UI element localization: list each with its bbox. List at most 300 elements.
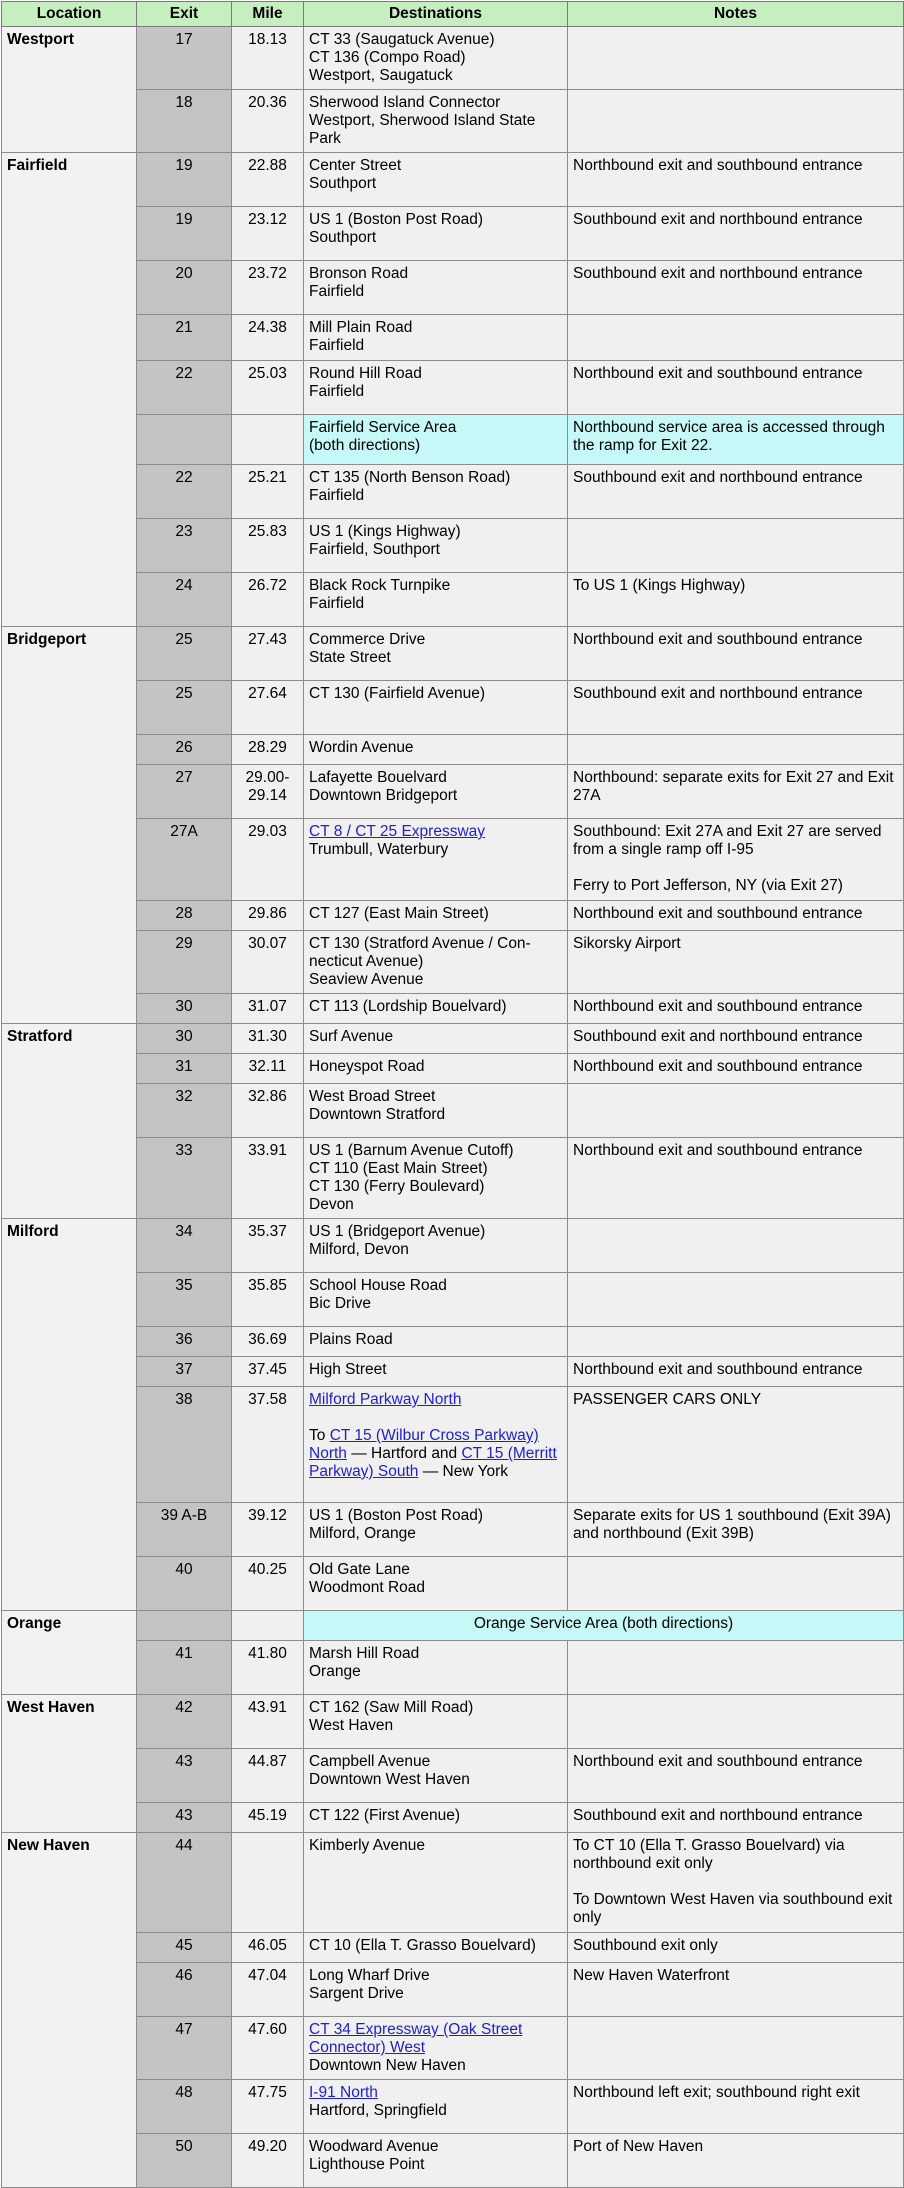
table-row <box>2 361 904 415</box>
exit-number-cell: 34 <box>137 1219 232 1273</box>
exit-number-cell: 43 <box>137 1803 232 1833</box>
table-row <box>2 519 904 573</box>
table-row <box>2 1357 904 1387</box>
mile-cell: 40.25 <box>232 1557 304 1611</box>
table-row <box>2 2017 904 2080</box>
note-line: Northbound left exit; southbound right exit <box>573 2084 860 2101</box>
notes-cell <box>568 153 904 207</box>
table-row <box>2 207 904 261</box>
mile-cell: 35.85 <box>232 1273 304 1327</box>
notes-cell <box>568 90 904 153</box>
destinations-cell <box>304 1024 568 1054</box>
destinations-cell <box>304 1749 568 1803</box>
mile-cell: 47.04 <box>232 1963 304 2017</box>
table-row <box>2 153 904 207</box>
ct15-merritt-link[interactable]: CT 15 (Merritt Parkway) South <box>309 1445 557 1480</box>
destination-line: Fairfield <box>309 595 365 612</box>
notes-cell <box>568 735 904 765</box>
destination-line: Round Hill Road <box>309 365 422 382</box>
header-mile: Mile <box>232 2 304 27</box>
mile-cell: 18.13 <box>232 27 304 90</box>
mile-cell: 28.29 <box>232 735 304 765</box>
mile-cell: 23.72 <box>232 261 304 315</box>
table-row <box>2 1084 904 1138</box>
table-row <box>2 994 904 1024</box>
note-line: Southbound: Exit 27A and Exit 27 are served from a single ramp off I-95 <box>573 823 882 858</box>
notes-cell <box>568 765 904 819</box>
service-area-cell: Orange Service Area (both directions) <box>304 1611 904 1641</box>
table-row <box>2 1963 904 2017</box>
destination-line: Downtown New Haven <box>309 2057 466 2074</box>
destination-line: CT 130 (Stratford Avenue / Con-necticut Avenue) <box>309 935 531 970</box>
destinations-cell <box>304 901 568 931</box>
table-row <box>2 465 904 519</box>
destinations-cell <box>304 1387 568 1503</box>
note-line: Northbound exit and southbound entrance <box>573 1361 863 1378</box>
destinations-cell <box>304 1641 568 1695</box>
exit-number-cell: 27 <box>137 765 232 819</box>
mile-cell: 25.21 <box>232 465 304 519</box>
notes-cell <box>568 2017 904 2080</box>
destinations-cell <box>304 627 568 681</box>
destination-line: West Haven <box>309 1717 394 1734</box>
destination-line: Marsh Hill Road <box>309 1645 420 1662</box>
destination-line: School House Road <box>309 1277 447 1294</box>
note-line: Southbound exit only <box>573 1937 718 1954</box>
notes-cell <box>568 519 904 573</box>
destination-line: Downtown Bridgeport <box>309 787 458 804</box>
notes-cell <box>568 1557 904 1611</box>
table-row <box>2 2080 904 2134</box>
notes-cell <box>568 573 904 627</box>
note-line: Northbound: separate exits for Exit 27 and Exit 27A <box>573 769 894 804</box>
location-cell: West Haven <box>2 1695 137 1833</box>
notes-cell <box>568 415 904 465</box>
mile-cell: 26.72 <box>232 573 304 627</box>
mile-cell: 45.19 <box>232 1803 304 1833</box>
table-row <box>2 1219 904 1273</box>
destination-line: Wordin Avenue <box>309 739 414 756</box>
exit-number-cell: 35 <box>137 1273 232 1327</box>
destination-line: CT 10 (Ella T. Grasso Bouelvard) <box>309 1937 536 1954</box>
destination-link[interactable]: CT 8 / CT 25 Expressway <box>309 823 486 840</box>
location-cell: Westport <box>2 27 137 153</box>
table-row <box>2 931 904 994</box>
exit-number-cell: 47 <box>137 2017 232 2080</box>
note-line: Southbound exit and northbound entrance <box>573 211 863 228</box>
exit-number-cell: 31 <box>137 1054 232 1084</box>
destination-link[interactable]: CT 34 Expressway (Oak Street Connector) West <box>309 2021 523 2056</box>
exit-number-cell: 19 <box>137 153 232 207</box>
notes-cell <box>568 994 904 1024</box>
note-line: Southbound exit and northbound entrance <box>573 685 863 702</box>
destinations-cell <box>304 2134 568 2188</box>
mile-cell: 35.37 <box>232 1219 304 1273</box>
destination-line: Fairfield <box>309 337 365 354</box>
note-line: New Haven Waterfront <box>573 1967 730 1984</box>
table-row <box>2 901 904 931</box>
exit-number-cell: 20 <box>137 261 232 315</box>
note-line: Northbound exit and southbound entrance <box>573 157 863 174</box>
destinations-cell <box>304 1357 568 1387</box>
destinations-cell <box>304 2017 568 2080</box>
destination-line: US 1 (Boston Post Road) <box>309 1507 484 1524</box>
exit-number-cell <box>137 1611 232 1641</box>
notes-cell <box>568 1357 904 1387</box>
table-row <box>2 1641 904 1695</box>
note-line: Southbound exit and northbound entrance <box>573 1028 863 1045</box>
destinations-cell <box>304 207 568 261</box>
exit-number-cell: 22 <box>137 465 232 519</box>
notes-cell <box>568 819 904 901</box>
destination-line: Downtown West Haven <box>309 1771 470 1788</box>
table-body <box>2 27 904 2188</box>
exit-number-cell: 48 <box>137 2080 232 2134</box>
mile-cell: 31.07 <box>232 994 304 1024</box>
table-row <box>2 90 904 153</box>
mile-cell <box>232 1833 304 1933</box>
note-line: Northbound exit and southbound entrance <box>573 905 863 922</box>
mile-cell: 27.43 <box>232 627 304 681</box>
mile-cell: 33.91 <box>232 1138 304 1219</box>
mile-cell: 49.20 <box>232 2134 304 2188</box>
note-line: To CT 10 (Ella T. Grasso Bouelvard) via northbound exit only <box>573 1837 845 1872</box>
destination-line: Black Rock Turnpike <box>309 577 451 594</box>
destination-line: CT 130 (Ferry Boulevard) <box>309 1178 485 1195</box>
destinations-cell <box>304 1219 568 1273</box>
notes-cell <box>568 1024 904 1054</box>
table-header-row <box>2 2 904 27</box>
destination-line: Sherwood Island Connector <box>309 94 501 111</box>
mile-cell: 22.88 <box>232 153 304 207</box>
milford-parkway-link[interactable]: Milford Parkway North <box>309 1391 462 1408</box>
destination-line: Surf Avenue <box>309 1028 394 1045</box>
destination-line: CT 135 (North Benson Road) <box>309 469 511 486</box>
note-line: Sikorsky Airport <box>573 935 681 952</box>
destinations-cell <box>304 315 568 361</box>
hartford-text: — Hartford and <box>346 1445 462 1462</box>
table-row <box>2 415 904 465</box>
destination-line: Old Gate Lane <box>309 1561 410 1578</box>
destinations-cell <box>304 1273 568 1327</box>
table-row <box>2 1611 904 1641</box>
notes-cell <box>568 27 904 90</box>
destination-line: Fairfield <box>309 283 365 300</box>
spacer <box>309 1409 562 1427</box>
exit-number-cell: 19 <box>137 207 232 261</box>
mile-cell: 20.36 <box>232 90 304 153</box>
table-row <box>2 627 904 681</box>
note-line: To US 1 (Kings Highway) <box>573 577 746 594</box>
table-row <box>2 1803 904 1833</box>
table-row <box>2 819 904 901</box>
exit-number-cell: 28 <box>137 901 232 931</box>
mile-cell: 23.12 <box>232 207 304 261</box>
spacer <box>573 1873 898 1891</box>
mile-cell: 46.05 <box>232 1933 304 1963</box>
table-row <box>2 2134 904 2188</box>
destination-line: Downtown Stratford <box>309 1106 446 1123</box>
notes-cell <box>568 1933 904 1963</box>
mile-cell <box>232 1611 304 1641</box>
destination-line: Bic Drive <box>309 1295 372 1312</box>
note-line: Southbound exit and northbound entrance <box>573 265 863 282</box>
table-row <box>2 1695 904 1749</box>
destination-line: CT 113 (Lordship Bouelvard) <box>309 998 507 1015</box>
note-line: Northbound exit and southbound entrance <box>573 1058 863 1075</box>
mile-range-end: 29.14 <box>248 787 287 804</box>
destinations-cell <box>304 90 568 153</box>
destination-line: Fairfield <box>309 383 365 400</box>
table-row <box>2 735 904 765</box>
destinations-cell <box>304 1557 568 1611</box>
note-line: Southbound exit and northbound entrance <box>573 1807 863 1824</box>
destinations-cell <box>304 819 568 901</box>
mile-cell: 25.83 <box>232 519 304 573</box>
exit-number-cell: 17 <box>137 27 232 90</box>
mile-cell: 37.45 <box>232 1357 304 1387</box>
destination-line: (both directions) <box>309 437 421 454</box>
destination-line: Honeyspot Road <box>309 1058 425 1075</box>
table-row <box>2 1387 904 1503</box>
notes-cell <box>568 931 904 994</box>
destinations-cell <box>304 735 568 765</box>
destinations-cell <box>304 465 568 519</box>
destinations-cell <box>304 2080 568 2134</box>
table-row <box>2 1327 904 1357</box>
destination-line: Southport <box>309 229 377 246</box>
header-notes: Notes <box>568 2 904 27</box>
mile-cell: 30.07 <box>232 931 304 994</box>
exit-number-cell <box>137 415 232 465</box>
mile-cell: 32.11 <box>232 1054 304 1084</box>
destination-line: Fairfield, Southport <box>309 541 440 558</box>
exit-number-cell: 36 <box>137 1327 232 1357</box>
note-line: Southbound exit and northbound entrance <box>573 469 863 486</box>
exit-number-cell: 46 <box>137 1963 232 2017</box>
destination-line: Center Street <box>309 157 402 174</box>
mile-cell: 44.87 <box>232 1749 304 1803</box>
destination-line: Lafayette Bouelvard <box>309 769 447 786</box>
notes-cell <box>568 1273 904 1327</box>
exit-number-cell: 30 <box>137 1024 232 1054</box>
destination-line: Westport, Saugatuck <box>309 67 453 84</box>
destinations-cell <box>304 1963 568 2017</box>
destinations-cell <box>304 361 568 415</box>
destination-line: Fairfield Service Area <box>309 419 457 436</box>
mile-cell: 27.64 <box>232 681 304 735</box>
destinations-cell <box>304 1084 568 1138</box>
location-cell: Stratford <box>2 1024 137 1219</box>
to-prefix: To <box>309 1427 330 1444</box>
table-row <box>2 573 904 627</box>
exit-number-cell: 37 <box>137 1357 232 1387</box>
header-exit: Exit <box>137 2 232 27</box>
destinations-cell <box>304 27 568 90</box>
notes-cell <box>568 2134 904 2188</box>
note-line: To Downtown West Haven via southbound exit only <box>573 1891 893 1926</box>
mile-cell: 39.12 <box>232 1503 304 1557</box>
destinations-cell <box>304 931 568 994</box>
destinations-cell <box>304 1803 568 1833</box>
notes-cell <box>568 1387 904 1503</box>
location-cell: Orange <box>2 1611 137 1695</box>
note-line: Separate exits for US 1 southbound (Exit 39A) and northbound (Exit 39B) <box>573 1507 891 1542</box>
notes-cell <box>568 1138 904 1219</box>
table-row <box>2 1138 904 1219</box>
exit-number-cell: 39 A-B <box>137 1503 232 1557</box>
destination-line: CT 162 (Saw Mill Road) <box>309 1699 474 1716</box>
exit-number-cell: 21 <box>137 315 232 361</box>
destination-line: CT 110 (East Main Street) <box>309 1160 488 1177</box>
destination-line: Seaview Avenue <box>309 971 424 988</box>
table-row <box>2 1749 904 1803</box>
exit-number-cell: 33 <box>137 1138 232 1219</box>
exit-number-cell: 25 <box>137 627 232 681</box>
mile-cell <box>232 765 304 819</box>
exit-number-cell: 45 <box>137 1933 232 1963</box>
destinations-cell <box>304 1054 568 1084</box>
notes-cell <box>568 1749 904 1803</box>
mile-cell: 24.38 <box>232 315 304 361</box>
destination-line: US 1 (Boston Post Road) <box>309 211 484 228</box>
destinations-cell <box>304 1833 568 1933</box>
new-york-text: — New York <box>418 1463 509 1480</box>
exit-number-cell: 23 <box>137 519 232 573</box>
mile-cell: 32.86 <box>232 1084 304 1138</box>
notes-cell <box>568 361 904 415</box>
destination-line: CT 33 (Saugatuck Avenue) <box>309 31 495 48</box>
notes-cell <box>568 1803 904 1833</box>
mile-cell: 29.86 <box>232 901 304 931</box>
destination-line: US 1 (Kings Highway) <box>309 523 461 540</box>
destination-line: Sargent Drive <box>309 1985 404 2002</box>
notes-cell <box>568 261 904 315</box>
destination-line: State Street <box>309 649 391 666</box>
destinations-cell <box>304 1327 568 1357</box>
destination-link[interactable]: I-91 North <box>309 2084 378 2101</box>
destination-line: Woodmont Road <box>309 1579 426 1596</box>
exit-number-cell: 24 <box>137 573 232 627</box>
destination-line: High Street <box>309 1361 387 1378</box>
destination-line: Trumbull, Waterbury <box>309 841 449 858</box>
notes-cell <box>568 1695 904 1749</box>
table-row <box>2 1933 904 1963</box>
destination-line: Kimberly Avenue <box>309 1837 426 1854</box>
exit-number-cell: 40 <box>137 1557 232 1611</box>
destination-line: CT 122 (First Avenue) <box>309 1807 461 1824</box>
mile-range-start: 29.00- <box>245 769 290 786</box>
mile-cell <box>232 415 304 465</box>
mile-cell: 43.91 <box>232 1695 304 1749</box>
destinations-cell <box>304 153 568 207</box>
destination-line: Milford, Devon <box>309 1241 409 1258</box>
notes-cell <box>568 1833 904 1933</box>
destination-line: Long Wharf Drive <box>309 1967 430 1984</box>
table-row <box>2 261 904 315</box>
exit-number-cell: 32 <box>137 1084 232 1138</box>
destinations-cell <box>304 415 568 465</box>
table-row <box>2 1054 904 1084</box>
note-line: Northbound exit and southbound entrance <box>573 1753 863 1770</box>
destinations-cell <box>304 765 568 819</box>
notes-cell <box>568 1219 904 1273</box>
location-cell: Fairfield <box>2 153 137 627</box>
mile-cell: 25.03 <box>232 361 304 415</box>
destination-line: West Broad Street <box>309 1088 436 1105</box>
note-line: Northbound exit and southbound entrance <box>573 1142 863 1159</box>
destination-line: Commerce Drive <box>309 631 426 648</box>
exit-number-cell: 44 <box>137 1833 232 1933</box>
destinations-cell <box>304 681 568 735</box>
table-row <box>2 315 904 361</box>
table-row <box>2 1503 904 1557</box>
destination-line: Devon <box>309 1196 354 1213</box>
destination-line: US 1 (Bridgeport Avenue) <box>309 1223 486 1240</box>
mile-cell: 36.69 <box>232 1327 304 1357</box>
location-cell: Bridgeport <box>2 627 137 1024</box>
notes-cell <box>568 1084 904 1138</box>
note-line: PASSENGER CARS ONLY <box>573 1391 762 1408</box>
note-line: Northbound service area is accessed through the ramp for Exit 22. <box>573 419 885 454</box>
destination-line: Fairfield <box>309 487 365 504</box>
destinations-cell <box>304 994 568 1024</box>
destination-line: Plains Road <box>309 1331 393 1348</box>
destination-line: Hartford, Springfield <box>309 2102 447 2119</box>
table-row <box>2 681 904 735</box>
table-row <box>2 1557 904 1611</box>
note-line: Ferry to Port Jefferson, NY (via Exit 27) <box>573 877 843 894</box>
note-line: Port of New Haven <box>573 2138 704 2155</box>
destination-line: CT 127 (East Main Street) <box>309 905 489 922</box>
exit-number-cell: 18 <box>137 90 232 153</box>
notes-cell <box>568 901 904 931</box>
destinations-cell <box>304 1138 568 1219</box>
notes-cell <box>568 1327 904 1357</box>
destinations-cell <box>304 1695 568 1749</box>
exit-number-cell: 22 <box>137 361 232 415</box>
header-location: Location <box>2 2 137 27</box>
table-row <box>2 1833 904 1933</box>
table-row <box>2 27 904 90</box>
destinations-cell <box>304 519 568 573</box>
mile-cell: 29.03 <box>232 819 304 901</box>
mile-cell: 47.75 <box>232 2080 304 2134</box>
mile-cell: 37.58 <box>232 1387 304 1503</box>
notes-cell <box>568 315 904 361</box>
exit-number-cell: 29 <box>137 931 232 994</box>
header-destinations: Destinations <box>304 2 568 27</box>
destination-line: Woodward Avenue <box>309 2138 439 2155</box>
destination-line: Westport, Sherwood Island State Park <box>309 112 536 147</box>
notes-cell <box>568 1503 904 1557</box>
location-cell: Milford <box>2 1219 137 1611</box>
destination-line: Southport <box>309 175 377 192</box>
exit-number-cell: 43 <box>137 1749 232 1803</box>
ct15-wilbur-cross-link[interactable]: CT 15 (Wilbur Cross Parkway) North <box>309 1427 539 1462</box>
note-line: Northbound exit and southbound entrance <box>573 631 863 648</box>
exit-number-cell: 27A <box>137 819 232 901</box>
exit-number-cell: 26 <box>137 735 232 765</box>
destination-line: Bronson Road <box>309 265 409 282</box>
notes-cell <box>568 2080 904 2134</box>
exit-number-cell: 41 <box>137 1641 232 1695</box>
destination-line: Milford, Orange <box>309 1525 416 1542</box>
destinations-cell <box>304 261 568 315</box>
exit-number-cell: 25 <box>137 681 232 735</box>
note-line: Northbound exit and southbound entrance <box>573 998 863 1015</box>
route-description <box>309 1427 562 1481</box>
